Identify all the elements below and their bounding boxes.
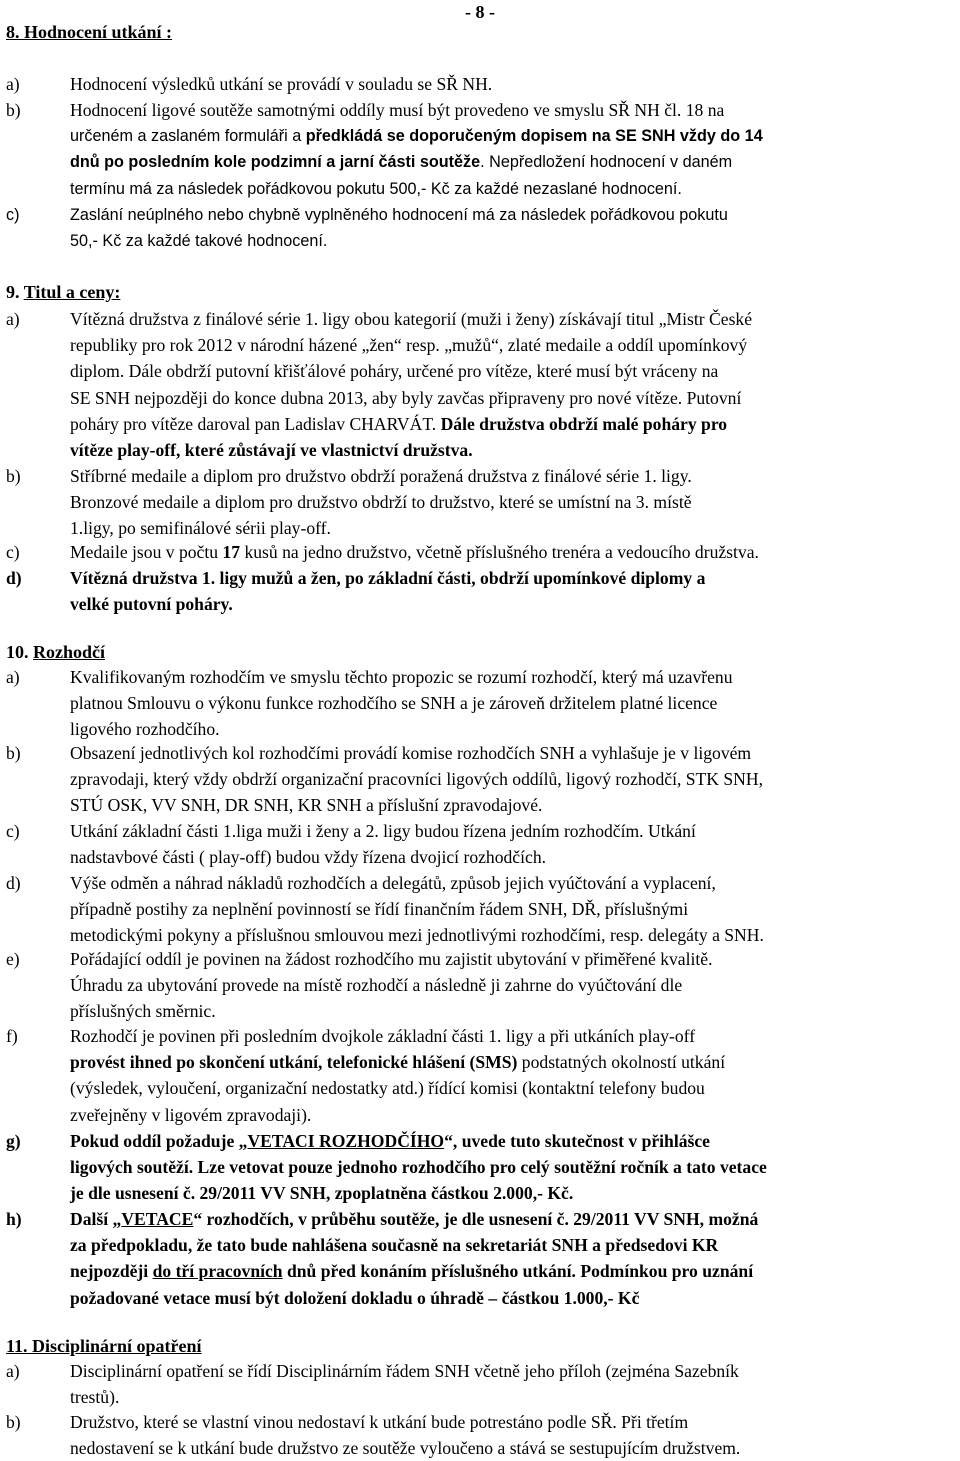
section-11-item-a: a) Disciplinární opatření se řídí Disciplinárním řádem SNH včetně jeho příloh (zejména Sazebník trestů).: [6, 1361, 739, 1408]
section-9-item-a: a) Vítězná družstva z finálové série 1. ligy obou kategorií (muži i ženy) získávají titul „Mistr České republiky pro rok 2012 v národní házené „žen“ resp. „mužů“, zlaté medaile a oddíl upomínkový diplom. Dále obdrží putovní křišťálové poháry, určené pro vítěze, které musí být vráceny na SE SNH nejpozději do konce dubna 2013, aby byly zavčas připraveny pro nové vítěze. Putovní poháry pro vítěze daroval pan Ladislav CHARVÁT. Dále družstva obdrží malé poháry pro vítěze play-off, které zůstávají ve vlastnictví družstva.: [6, 309, 753, 461]
section-10-item-g: g) Pokud oddíl požaduje „VETACI ROZHODČÍHO“, uvede tuto skutečnost v přihlášce ligových soutěží. Lze vetovat pouze jednoho rozhodčího pro celý soutěžní ročník a tato vetace je dle usnesení č. 29/2011 VV SNH, zpoplatněna částkou 2.000,- Kč.: [6, 1131, 767, 1204]
section-10-item-c: c) Utkání základní části 1.liga muži i ženy a 2. ligy budou řízena jedním rozhodčím. Utkání nadstavbové části ( play-off) budou vždy řízena dvojicí rozhodčích.: [6, 821, 696, 868]
section-8-item-a: a) Hodnocení výsledků utkání se provádí v souladu se SŘ NH.: [6, 74, 493, 94]
section-10-item-f: f) Rozhodčí je povinen při posledním dvojkole základní části 1. ligy a při utkáních play-off provést ihned po skončení utkání, telefonické hlášení (SMS) podstatných okolností utkání (výsledek, vyloučení, organizační nedostatky atd.) řídící komisi (kontaktní telefony budou zveřejněny v ligovém zpravodaji).: [6, 1026, 726, 1125]
section-11-heading: 11. Disciplinární opatření: [6, 1336, 202, 1356]
section-10-item-e: e) Pořádající oddíl je povinen na žádost rozhodčího mu zajistit ubytování v přiměřené kvalitě. Úhradu za ubytování provede na místě rozhodčí a následně ji zahrne do vyúčtování dle příslušných směrnic.: [6, 949, 713, 1022]
section-10-item-a: a) Kvalifikovaným rozhodčím ve smyslu těchto propozic se rozumí rozhodčí, který má uzavřenu platnou Smlouvu o výkonu funkce rozhodčího se SNH a je zároveň držitelem platné licence ligového rozhodčího.: [6, 667, 733, 740]
section-8-heading: 8. Hodnocení utkání :: [6, 22, 173, 42]
section-9-item-b: b) Stříbrné medaile a diplom pro družstvo obdrží poražená družstva z finálové série 1. ligy. Bronzové medaile a diplom pro družstvo obdrží to družstvo, které se umístní na 3. místě 1.ligy, po semifinálové sérii play-off.: [6, 466, 692, 539]
section-10-item-d: d) Výše odměn a náhrad nákladů rozhodčích a delegátů, způsob jejich vyúčtování a vyplacení, případně postihy za neplnění povinností se řídí finančním řádem SNH, DŘ, příslušnými metodickými pokyny a příslušnou smlouvou mezi jednotlivými rozhodčími, resp. delegáty a SNH.: [6, 873, 764, 946]
section-9-item-c: c) Medaile jsou v počtu 17 kusů na jedno družstvo, včetně příslušného trenéra a vedoucího družstva.: [6, 542, 759, 562]
section-9-item-d: d) Vítězná družstva 1. ligy mužů a žen, po základní části, obdrží upomínkové diplomy a velké putovní poháry.: [6, 568, 706, 615]
section-11-item-b: b) Družstvo, které se vlastní vinou nedostaví k utkání bude potrestáno podle SŘ. Při třetím nedostavení se k utkání bude družstvo ze soutěže vyloučeno a stává se sestupujícím družstvem.: [6, 1412, 741, 1459]
section-10-item-h: h) Další „VETACE“ rozhodčích, v průběhu soutěže, je dle usnesení č. 29/2011 VV SNH, možná za předpokladu, že tato bude nahlášena současně na sekretariát SNH a předsedovi KR nejpozději do tří pracovních dnů před konáním příslušného utkání. Podmínkou pro uznání požadované vetace musí být doložení dokladu o úhradě – částkou 1.000,- Kč: [6, 1209, 759, 1308]
section-10-heading: 10. Rozhodčí: [6, 642, 105, 662]
section-10-item-b: b) Obsazení jednotlivých kol rozhodčími provádí komise rozhodčích SNH a vyhlašuje je v ligovém zpravodaji, který vždy obdrží organizační pracovníci ligových oddílů, ligový rozhodčí, STK SNH, STÚ OSK, VV SNH, DR SNH, KR SNH a příslušní zpravodajové.: [6, 743, 763, 816]
page-number: - 8 -: [465, 2, 495, 22]
section-8-item-b: b) Hodnocení ligové soutěže samotnými oddíly musí být provedeno ve smyslu SŘ NH čl. 18 na určeném a zaslaném formuláři a předkládá se doporučeným dopisem na SE SNH vždy do 14 dnů po posledním kole podzimní a jarní části soutěže. Nepředložení hodnocení v daném termínu má za následek pořádkovou pokutu 500,- Kč za každé nezaslané hodnocení.: [6, 100, 763, 198]
section-8-item-c: c) Zaslání neúplného nebo chybně vyplněného hodnocení má za následek pořádkovou pokutu 50,- Kč za každé takové hodnocení.: [6, 206, 728, 251]
section-9-heading: 9. Titul a ceny:: [6, 282, 121, 302]
